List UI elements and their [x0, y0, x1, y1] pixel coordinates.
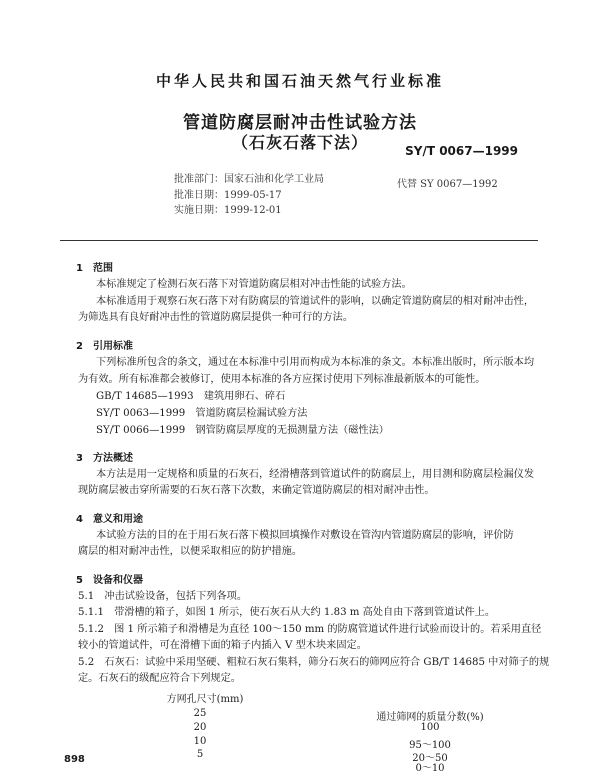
table-cell-size: 25	[193, 708, 207, 719]
doc-subtitle: （石灰石落下法）	[231, 133, 368, 152]
section-2-title: 2 引用标准	[76, 341, 133, 352]
reference-item: GB/T 14685—1993 建筑用卵石、碎石	[96, 391, 286, 402]
clause-5-1-2-cont: 较小的管道试件，可在滑槽下面的箱子内插入 V 型木块来固定。	[78, 640, 367, 651]
section-4-title: 4 意义和用途	[76, 514, 143, 525]
org-title: 中华人民共和国石油天然气行业标准	[155, 72, 444, 90]
clause-5-1-2: 5.1.2 图 1 所示箱子和滑槽是为直径 100～150 mm 的防腐管道试件进行试验而设计的。若采用直径	[78, 624, 542, 635]
table-cell-size: 5	[196, 749, 204, 760]
clause-5-1-1: 5.1.1 带滑槽的箱子，如图 1 所示，使石灰石从大约 1.83 m 高处自由下落到管道试件上。	[78, 607, 496, 618]
effective-date: 实施日期：1999-12-01	[174, 205, 282, 216]
standard-code: SY/T 0067—1999	[405, 144, 518, 158]
clause-5-2: 5.2 石灰石：试验中采用坚硬、粗粒石灰石集料，筛分石灰石的筛网应符合 GB/T 14685 中对筛子的规	[78, 657, 550, 668]
reference-item: SY/T 0066—1999 钢管防腐层厚度的无损测量方法（磁性法）	[96, 425, 389, 436]
paragraph: 为筛选具有良好耐冲击性的管道防腐层提供一种可行的方法。	[78, 312, 354, 323]
page-number: 898	[64, 754, 85, 765]
paragraph: 腐层的相对耐冲击性，以便采取相应的防护措施。	[78, 546, 303, 557]
paragraph: 本标准适用于观察石灰石落下对有防腐层的管道试件的影响，以确定管道防腐层的相对耐冲击性，	[96, 296, 535, 307]
paragraph: 下列标准所包含的条文，通过在本标准中引用而构成为本标准的条文。本标准出版时，所示版本均	[96, 357, 535, 368]
paragraph: 本标准规定了检测石灰石落下对管道防腐层相对冲击性能的试验方法。	[96, 279, 412, 290]
section-3-title: 3 方法概述	[76, 453, 133, 464]
reference-item: SY/T 0063—1999 管道防腐层检漏试验方法	[96, 408, 308, 419]
doc-title: 管道防腐层耐冲击性试验方法	[183, 113, 417, 133]
clause-5-1: 5.1 冲击试验设备，包括下列各项。	[78, 591, 248, 602]
table-cell-fraction: 100	[420, 722, 440, 733]
replaces-standard: 代替 SY 0067—1992	[397, 179, 498, 190]
table-cell-fraction: 95～100	[409, 740, 451, 751]
table-cell-size: 10	[193, 736, 207, 747]
table-header-size: 方网孔尺寸(mm)	[166, 694, 244, 705]
paragraph: 为有效。所有标准都会被修订，使用本标准的各方应探讨使用下列标准最新版本的可能性。	[78, 374, 486, 385]
clause-5-2-cont: 定。石灰石的级配应符合下列规定。	[78, 673, 241, 684]
table-cell-size: 20	[193, 722, 207, 733]
paragraph: 本试验方法的目的在于用石灰石落下模拟回填操作对敷设在管沟内管道防腐层的影响，评价防	[96, 530, 514, 541]
table-cell-fraction: 20～50	[412, 753, 448, 764]
table-header-fraction: 通过筛网的质量分数(%)	[376, 712, 484, 723]
section-1-title: 1 范围	[76, 263, 113, 274]
approval-date: 批准日期：1999-05-17	[174, 190, 282, 201]
section-5-title: 5 设备和仪器	[76, 575, 143, 586]
header-divider	[60, 240, 538, 241]
table-cell-fraction: 0～10	[415, 763, 445, 774]
paragraph: 现防腐层被击穿所需要的石灰石落下次数，来确定管道防腐层的相对耐冲击性。	[78, 485, 435, 496]
paragraph: 本方法是用一定规格和质量的石灰石，经滑槽落到管道试件的防腐层上，用目测和防腐层检漏仪发	[96, 469, 535, 480]
approval-dept: 批准部门：国家石油和化学工业局	[174, 174, 324, 185]
